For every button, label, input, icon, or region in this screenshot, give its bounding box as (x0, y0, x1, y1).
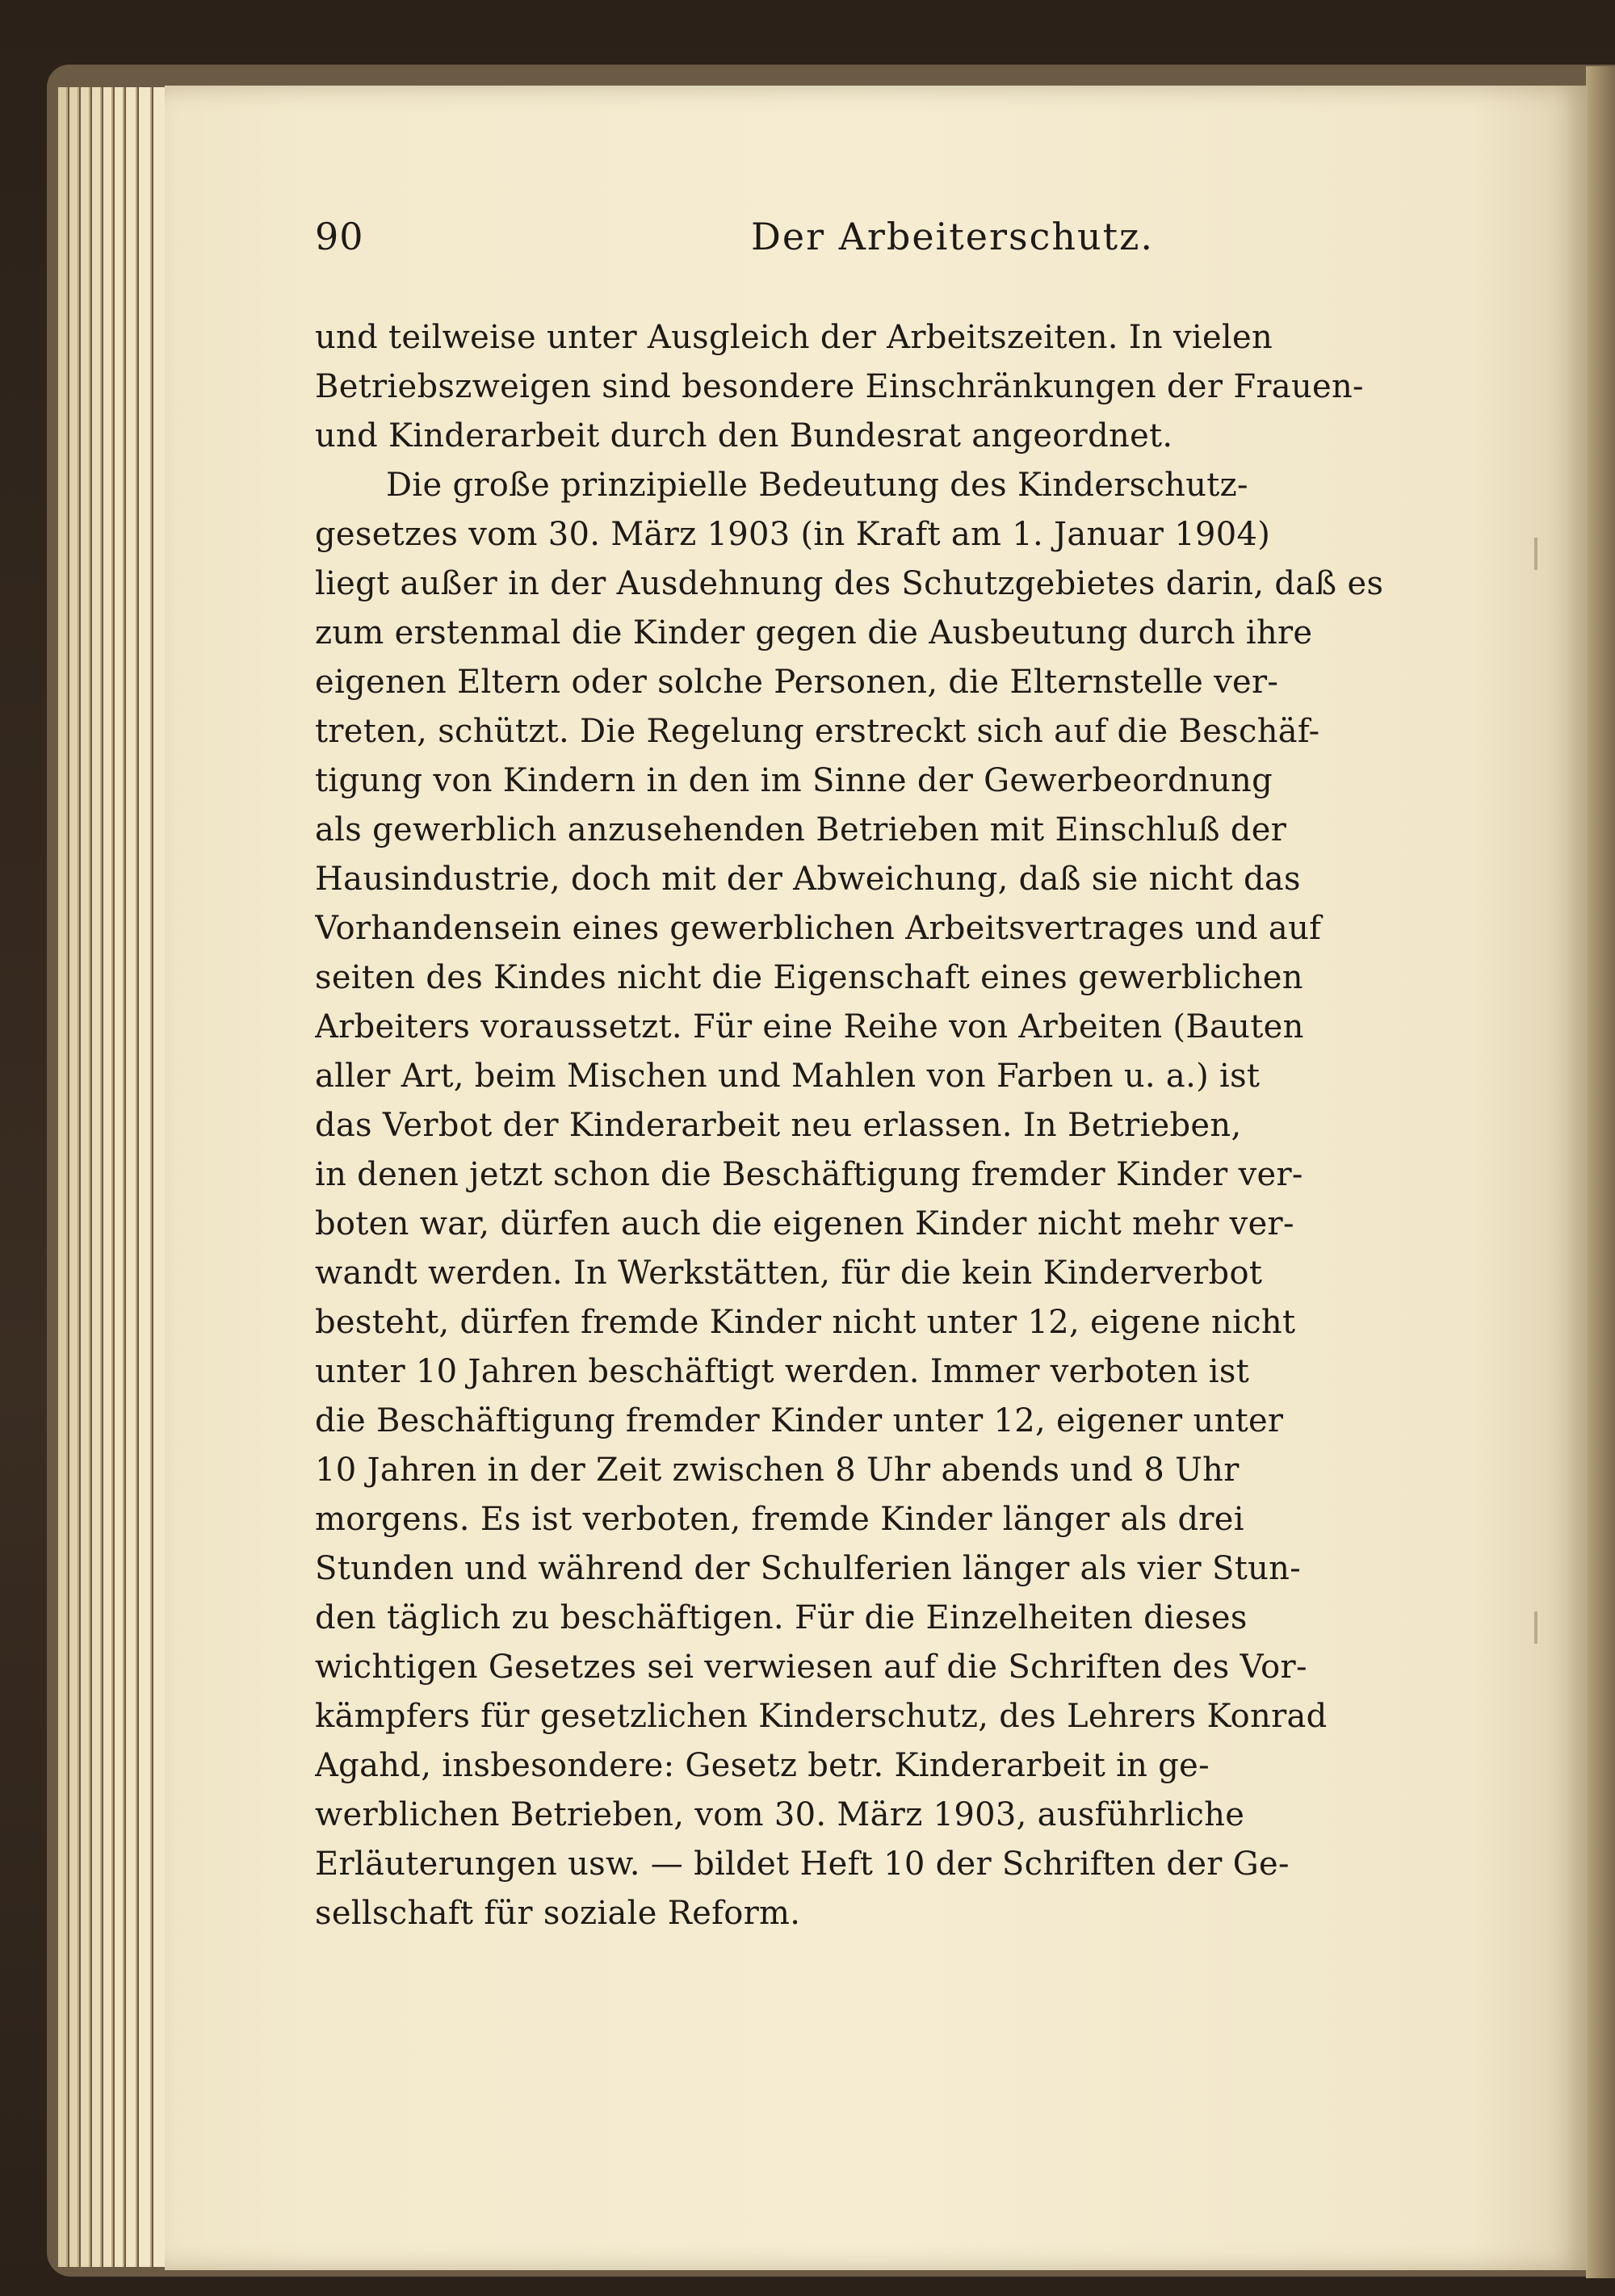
text-line: Erläuterungen usw. — bildet Heft 10 der Schriften der Ge- (315, 1846, 1290, 1883)
page-edge (115, 87, 124, 2267)
text-line: eigenen Eltern oder solche Personen, die Elternstelle ver- (315, 664, 1279, 701)
text-line: Hausindustrie, doch mit der Abweichung, daß sie nicht das (315, 861, 1301, 898)
margin-mark (1534, 1611, 1537, 1644)
running-title: Der Arbeiterschutz. (751, 215, 1154, 258)
text-line: und Kinderarbeit durch den Bundesrat angeordnet. (315, 417, 1173, 455)
text-line: wichtigen Gesetzes sei verwiesen auf die Schriften des Vor- (315, 1649, 1307, 1686)
text-line: liegt außer in der Ausdehnung des Schutzgebietes darin, daß es (315, 565, 1384, 602)
page-edge (103, 87, 113, 2267)
text-line: Agahd, insbesondere: Gesetz betr. Kinderarbeit in ge- (315, 1747, 1210, 1784)
text-line: zum erstenmal die Kinder gegen die Ausbeutung durch ihre (315, 614, 1313, 652)
page-number: 90 (315, 215, 364, 258)
page-edge (92, 87, 102, 2267)
book-gutter (1586, 66, 1615, 2278)
text-line: Arbeiters voraussetzt. Für eine Reihe von Arbeiten (Bauten (315, 1008, 1304, 1045)
text-line: Betriebszweigen sind besondere Einschränkungen der Frauen- (315, 368, 1364, 405)
text-line: wandt werden. In Werkstätten, für die kein Kinderverbot (315, 1255, 1263, 1292)
text-line: Stunden und während der Schulferien länger als vier Stun- (315, 1550, 1302, 1587)
text-line: werblichen Betrieben, vom 30. März 1903, ausführliche (315, 1796, 1245, 1833)
text-line: aller Art, beim Mischen und Mahlen von Farben u. a.) ist (315, 1058, 1261, 1095)
page-edge (81, 87, 90, 2267)
text-line: tigung von Kindern in den im Sinne der Gewerbeordnung (315, 762, 1273, 799)
text-line: 10 Jahren in der Zeit zwischen 8 Uhr abends und 8 Uhr (315, 1452, 1240, 1489)
margin-mark (1534, 538, 1537, 570)
text-line: in denen jetzt schon die Beschäftigung fremder Kinder ver- (315, 1156, 1303, 1193)
text-line: treten, schützt. Die Regelung erstreckt sich auf die Beschäf- (315, 713, 1320, 750)
text-line: als gewerblich anzusehenden Betrieben mit Einschluß der (315, 811, 1287, 848)
text-line: gesetzes vom 30. März 1903 (in Kraft am 1. Januar 1904) (315, 516, 1271, 553)
text-line: boten war, dürfen auch die eigenen Kinder nicht mehr ver- (315, 1205, 1294, 1242)
text-block (315, 212, 1486, 1938)
text-line: seiten des Kindes nicht die Eigenschaft eines gewerblichen (315, 959, 1303, 996)
page-edge (126, 87, 137, 2267)
page-edge (58, 87, 68, 2267)
text-line: den täglich zu beschäftigen. Für die Einzelheiten dieses (315, 1599, 1248, 1636)
text-line: kämpfers für gesetzlichen Kinderschutz, des Lehrers Konrad (315, 1698, 1328, 1735)
text-line: morgens. Es ist verboten, fremde Kinder länger als drei (315, 1501, 1244, 1538)
page-edge (139, 87, 152, 2267)
text-line: Vorhandensein eines gewerblichen Arbeitsvertrages und auf (315, 910, 1322, 947)
page-header (315, 212, 1486, 262)
text-line: besteht, dürfen fremde Kinder nicht unter 12, eigene nicht (315, 1304, 1296, 1341)
text-line: sellschaft für soziale Reform. (315, 1895, 801, 1932)
text-line: unter 10 Jahren beschäftigt werden. Immer verboten ist (315, 1353, 1250, 1390)
page-edge (69, 87, 79, 2267)
text-line: Die große prinzipielle Bedeutung des Kinderschutz- (386, 467, 1248, 504)
text-line: und teilweise unter Ausgleich der Arbeitszeiten. In vielen (315, 319, 1273, 356)
text-line: das Verbot der Kinderarbeit neu erlassen. In Betrieben, (315, 1107, 1242, 1144)
text-line: die Beschäftigung fremder Kinder unter 12, eigener unter (315, 1402, 1284, 1439)
body-text (315, 313, 1486, 1938)
